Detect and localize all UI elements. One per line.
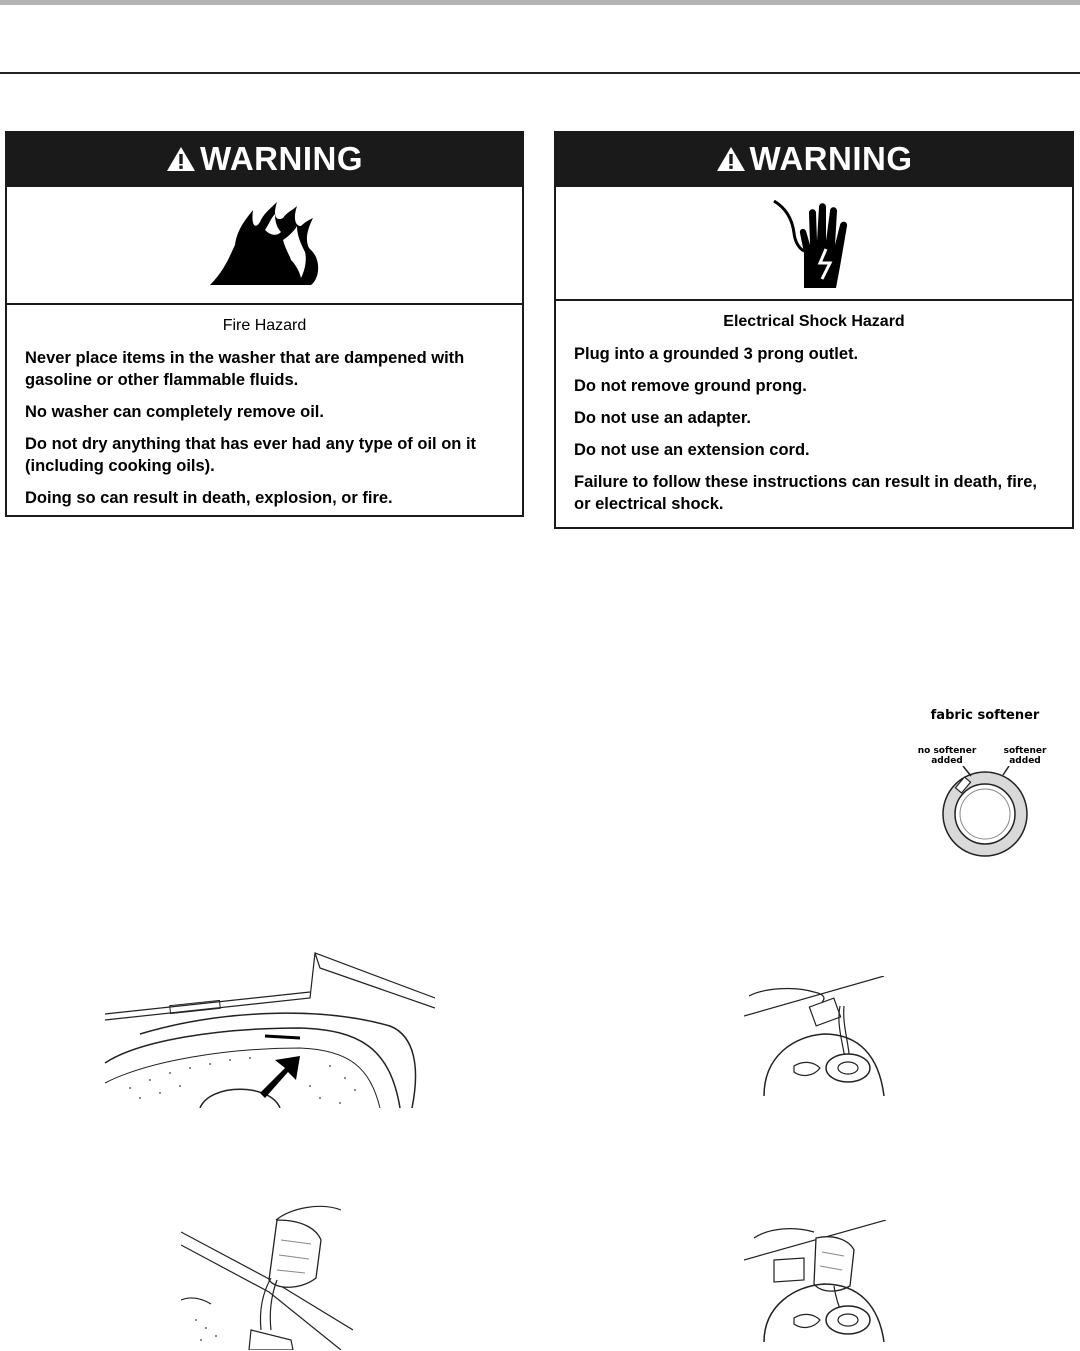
hazard-title: Fire Hazard <box>222 317 307 334</box>
shock-pictogram <box>556 185 1072 301</box>
dial-title: fabric softener <box>930 708 1040 723</box>
dial-label-no-softener: no softener added <box>917 746 977 766</box>
warning-body <box>556 301 1072 535</box>
warning-line: No washer can completely remove oil. <box>25 403 324 421</box>
pour-detergent-dispenser-illustration <box>181 1200 353 1350</box>
shock-warning-box <box>554 131 1074 529</box>
fire-icon <box>205 200 325 290</box>
warning-label: WARNING <box>749 140 913 177</box>
warning-line: Failure to follow these instructions can result in death, fire, or electrical shock. <box>574 473 1037 513</box>
top-gray-bar <box>0 0 1080 5</box>
warning-line: Never place items in the washer that are dampened with gasoline or other flammable fluids. <box>25 349 465 389</box>
warning-line: Doing so can result in death, explosion, or fire. <box>25 489 393 507</box>
dial-label-softener: softener added <box>1003 746 1047 766</box>
hazard-title: Electrical Shock Hazard <box>723 313 905 330</box>
warning-line: Do not dry anything that has ever had any type of oil on it (including cooking oils). <box>25 435 477 475</box>
dial-knob-icon <box>935 766 1035 858</box>
alert-triangle-icon <box>716 145 746 173</box>
warning-line: Do not remove ground prong. <box>574 377 807 395</box>
electric-shock-hand-icon <box>764 193 864 293</box>
warning-header <box>556 133 1072 185</box>
fire-warning-box <box>5 131 524 517</box>
warning-line: Plug into a grounded 3 prong outlet. <box>574 345 859 363</box>
warning-body <box>7 305 522 529</box>
alert-triangle-icon <box>166 145 196 173</box>
warning-line: Do not use an extension cord. <box>574 441 810 459</box>
header-rule <box>0 72 1080 74</box>
fire-pictogram <box>7 185 522 305</box>
pour-softener-dispenser-illustration <box>744 976 886 1096</box>
warning-header <box>7 133 522 185</box>
warning-label: WARNING <box>200 140 363 177</box>
warning-line: Do not use an adapter. <box>574 409 751 427</box>
washer-fill-line-illustration <box>100 948 435 1108</box>
pour-center-dispenser-illustration <box>744 1220 886 1342</box>
fabric-softener-dial <box>915 708 1055 858</box>
